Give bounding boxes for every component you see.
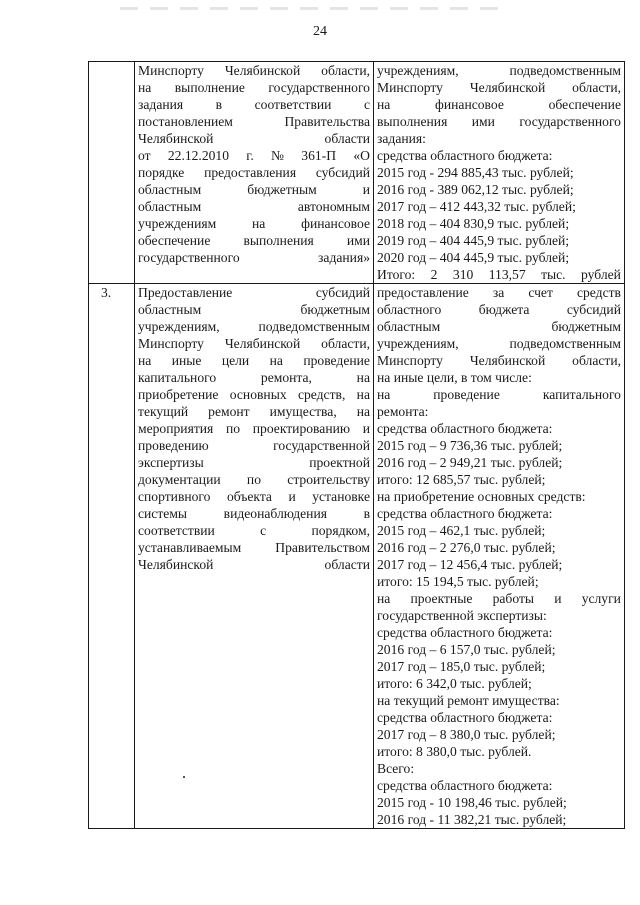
program-activities-table xyxy=(88,61,625,829)
text-line: государственного задания» xyxy=(138,250,370,265)
table-row xyxy=(89,284,625,829)
text-line: 2015 год - 10 198,46 тыс. рублей; xyxy=(377,795,567,810)
text-line: учреждениям, подведомственным xyxy=(377,63,621,78)
text-line: 2020 год – 404 445,9 тыс. рублей; xyxy=(377,250,570,265)
text-line: на проведение капитального xyxy=(377,387,621,402)
text-line: на проектные работы и услуги xyxy=(377,591,621,606)
text-line: задания: xyxy=(377,131,426,146)
text-line: соответствии с порядком, xyxy=(138,523,370,538)
text-line: средства областного бюджета: xyxy=(377,778,553,793)
text-line: средства областного бюджета: xyxy=(377,421,553,436)
text-line: проведению государственной xyxy=(138,438,370,453)
text-line: учреждениям, подведомственным xyxy=(377,336,621,351)
text-line: системы видеонаблюдения в xyxy=(138,506,370,521)
text-line: Итого: 2 310 113,57 тыс. рублей xyxy=(377,267,621,282)
text-line: Минспорту Челябинской области, xyxy=(138,63,370,78)
text-line: 2016 год – 2 949,21 тыс. рублей; xyxy=(377,455,563,470)
text-line: итого: 6 342,0 тыс. рублей; xyxy=(377,676,532,691)
text-line: 2018 год – 404 830,9 тыс. рублей; xyxy=(377,216,570,231)
text-line: на выполнение государственного xyxy=(138,80,370,95)
text-line: на иные цели, в том числе: xyxy=(377,370,532,385)
text-line: 2016 год – 2 276,0 тыс. рублей; xyxy=(377,540,556,555)
text-line: учреждениям, подведомственным xyxy=(138,319,370,334)
text-line: 2015 год – 9 736,36 тыс. рублей; xyxy=(377,438,563,453)
text-line: капитального ремонта, на xyxy=(138,370,370,385)
text-line: областного бюджета субсидий xyxy=(377,302,621,317)
text-line: экспертизы проектной xyxy=(138,455,370,470)
text-line: на финансовое обеспечение xyxy=(377,97,621,112)
text-line: Предоставление субсидий xyxy=(138,285,370,300)
text-line: порядке предоставления субсидий xyxy=(138,165,370,180)
text-line: приобретение основных средств, на xyxy=(138,387,370,402)
funding-cell xyxy=(374,62,625,284)
text-line: Минспорту Челябинской области, xyxy=(377,353,621,368)
text-line: 2015 год - 294 885,43 тыс. рублей; xyxy=(377,165,574,180)
activity-description-cell xyxy=(135,284,374,829)
text-line: предоставление за счет средств xyxy=(377,285,621,300)
text-line: государственной экспертизы: xyxy=(377,608,547,623)
text-line: областным бюджетным xyxy=(138,302,370,317)
text-line: Минспорту Челябинской области, xyxy=(377,80,621,95)
text-line: 2016 год - 389 062,12 тыс. рублей; xyxy=(377,182,574,197)
text-line: выполнения ими государственного xyxy=(377,114,621,129)
text-line: средства областного бюджета: xyxy=(377,625,553,640)
text-line: Всего: xyxy=(377,761,415,776)
text-line: Минспорту Челябинской области, xyxy=(138,336,370,351)
text-line: мероприятия по проектированию и xyxy=(138,421,370,436)
page-number: 24 xyxy=(313,24,327,39)
activity-description-cell xyxy=(135,62,374,284)
text-line: 2015 год – 462,1 тыс. рублей; xyxy=(377,523,546,538)
text-line: 2017 год – 185,0 тыс. рублей; xyxy=(377,659,546,674)
text-line: Челябинской области xyxy=(138,557,370,572)
text-line: постановлением Правительства xyxy=(138,114,370,129)
text-line: 2016 год – 6 157,0 тыс. рублей; xyxy=(377,642,556,657)
text-line: обеспечение выполнения ими xyxy=(138,233,370,248)
row-number: 3. xyxy=(89,284,135,829)
text-line: итого: 12 685,57 тыс. рублей; xyxy=(377,472,546,487)
text-line: областным бюджетным xyxy=(377,319,621,334)
text-line: областным автономным xyxy=(138,199,370,214)
text-line: текущий ремонт имущества, на xyxy=(138,404,370,419)
text-line: от 22.12.2010 г. № 361-П «О xyxy=(138,148,370,163)
text-line: итого: 15 194,5 тыс. рублей; xyxy=(377,574,539,589)
table-row xyxy=(89,62,625,284)
text-line: на текущий ремонт имущества: xyxy=(377,693,560,708)
text-line: учреждениям на финансовое xyxy=(138,216,370,231)
text-line: на приобретение основных средств: xyxy=(377,489,586,504)
text-line: документации по строительству xyxy=(138,472,370,487)
text-line: 2019 год – 404 445,9 тыс. рублей; xyxy=(377,233,570,248)
text-line: устанавливаемым Правительством xyxy=(138,540,370,555)
text-line: итого: 8 380,0 тыс. рублей. xyxy=(377,744,532,759)
text-line: на иные цели на проведение xyxy=(138,353,370,368)
text-line: задания в соответствии с xyxy=(138,97,370,112)
scan-header-artifact xyxy=(120,7,500,10)
text-line: спортивного объекта и установке xyxy=(138,489,370,504)
text-line: 2016 год - 11 382,21 тыс. рублей; xyxy=(377,812,567,827)
text-line: средства областного бюджета: xyxy=(377,506,553,521)
text-line: 2017 год – 8 380,0 тыс. рублей; xyxy=(377,727,556,742)
text-line: ремонта: xyxy=(377,404,429,419)
text-line: 2017 год – 412 443,32 тыс. рублей; xyxy=(377,199,576,214)
text-line: 2017 год – 12 456,4 тыс. рублей; xyxy=(377,557,563,572)
text-line: средства областного бюджета: xyxy=(377,710,553,725)
text-line: Челябинской области xyxy=(138,131,370,146)
funding-cell xyxy=(374,284,625,829)
row-number xyxy=(89,62,135,284)
text-line: средства областного бюджета: xyxy=(377,148,553,163)
scan-speck xyxy=(183,776,185,778)
text-line: областным бюджетным и xyxy=(138,182,370,197)
